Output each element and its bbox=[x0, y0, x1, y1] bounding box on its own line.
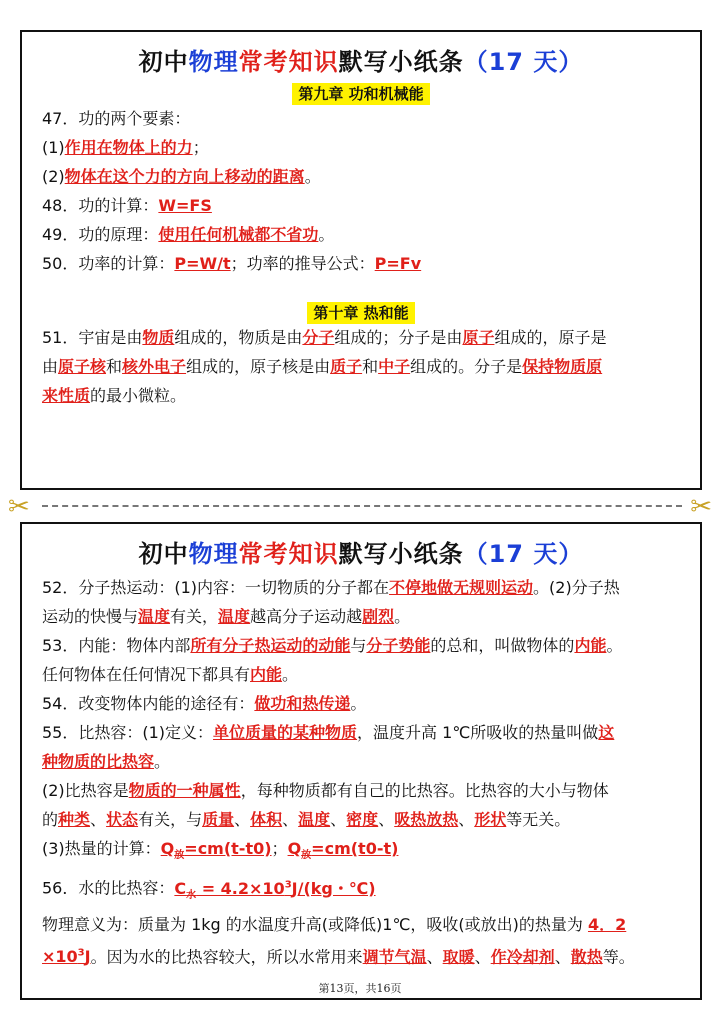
item-51-line3: 来性质的最小微粒。 bbox=[42, 386, 187, 405]
item-55c: (3)热量的计算：$Q_放=cm(t-t0)$；$Q_放=cm(t0-t)$ bbox=[42, 839, 399, 862]
item-56b-line1: 物理意义为：质量为 1kg 的水温度升高(或降低)1℃，吸收(或放出)的热量为 4．2 bbox=[42, 914, 627, 934]
item-56: 56．水的比热容：$C_水 = 4.2\times 10^3J/(kg$・℃) bbox=[42, 878, 376, 901]
item-55b-line2: 的种类、状态有关，与质量、体积、温度、密度、吸热放热、形状等无关。 bbox=[42, 810, 571, 829]
item-49: 49．功的原理：使用任何机械都不省功。 bbox=[42, 225, 335, 244]
item-47-2: (2)物体在这个力的方向上移动的距离。 bbox=[42, 167, 321, 186]
note-card-2 bbox=[20, 522, 702, 1000]
item-48: 48．功的计算：W=FS bbox=[42, 196, 212, 215]
item-56b-line2: $\times 10^3J$。因为水的比热容较大，所以水常用来调节气温、取暖、作冷却剂、散热等。 bbox=[42, 947, 635, 967]
item-53-line1: 53．内能：物体内部所有分子热运动的动能与分子势能的总和，叫做物体的内能。 bbox=[42, 636, 623, 655]
card-body bbox=[22, 573, 700, 971]
cut-line bbox=[42, 505, 682, 507]
card-title: 初中物理常考知识默写小纸条（17 天） bbox=[138, 540, 584, 568]
page-number: 第13页，共16页 bbox=[318, 982, 402, 995]
chapter-heading-9: 第九章 功和机械能 bbox=[22, 83, 700, 104]
item-55b-line1: (2)比热容是物质的一种属性，每种物质都有自己的比热容。比热容的大小与物体 bbox=[42, 781, 609, 800]
item-51-line2: 由原子核和核外电子组成的，原子核是由质子和中子组成的。分子是保持物质原 bbox=[42, 357, 603, 376]
chapter-heading-10: 第十章 热和能 bbox=[22, 302, 700, 323]
card-title: 初中物理常考知识默写小纸条（17 天） bbox=[138, 48, 584, 76]
item-52-line2: 运动的快慢与温度有关，温度越高分子运动越剧烈。 bbox=[42, 607, 411, 626]
item-55-line1: 55．比热容：(1)定义：单位质量的某种物质，温度升高 1℃所吸收的热量叫做这 bbox=[42, 723, 615, 742]
item-47-1: (1)作用在物体上的力； bbox=[42, 138, 209, 157]
card-body-2 bbox=[22, 323, 700, 410]
item-55-line2: 种物质的比热容。 bbox=[42, 752, 171, 771]
item-47: 47．功的两个要素： bbox=[42, 109, 191, 128]
scissors-icon: ✂ bbox=[690, 492, 712, 522]
card-body bbox=[22, 104, 700, 278]
item-52-line1: 52．分子热运动：(1)内容：一切物质的分子都在不停地做无规则运动。(2)分子热 bbox=[42, 578, 620, 597]
scissors-icon: ✂ bbox=[8, 492, 30, 522]
item-53-line2: 任何物体在任何情况下都具有内能。 bbox=[42, 665, 299, 684]
item-51-line1: 51．宇宙是由物质组成的，物质是由分子组成的；分子是由原子组成的，原子是 bbox=[42, 328, 607, 347]
note-card-1 bbox=[20, 30, 702, 490]
item-54: 54．改变物体内能的途径有：做功和热传递。 bbox=[42, 694, 367, 713]
item-50: 50．功率的计算：P=W/t；功率的推导公式：P=Fv bbox=[42, 254, 422, 273]
